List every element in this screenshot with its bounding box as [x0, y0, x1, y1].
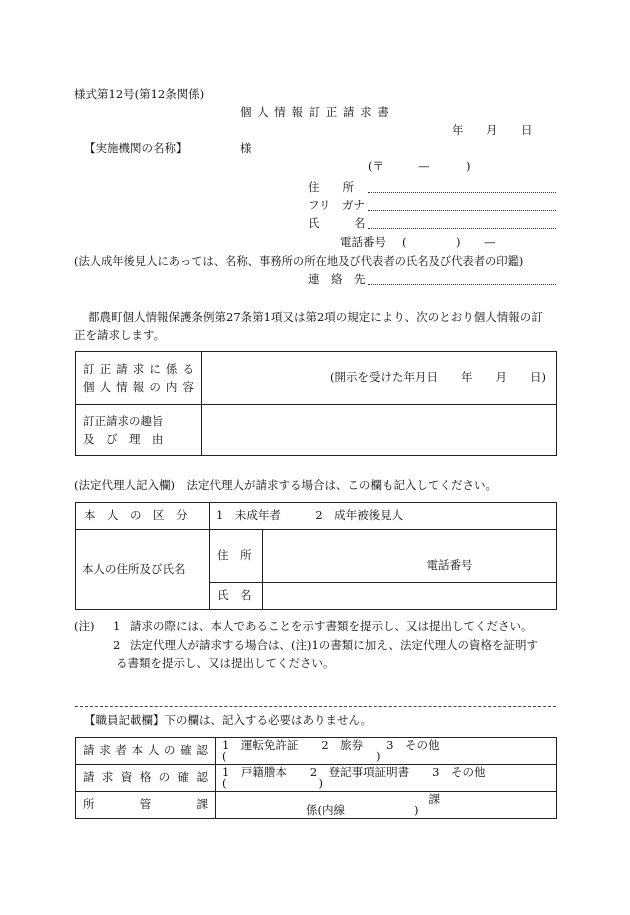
category-options[interactable]: 1 未成年者 2 成年被後見人 [210, 503, 557, 530]
name-field[interactable] [368, 228, 556, 229]
staff-table [75, 737, 557, 819]
cut-line [75, 706, 556, 707]
note-2-number: 2 [113, 638, 121, 652]
correction-request-table [75, 351, 557, 456]
person-name-label: 氏 名 [210, 583, 263, 610]
content-field[interactable] [202, 352, 557, 405]
eligibility-check-options[interactable]: 1 戸籍謄本 2 登記事項証明書 3 その他( ) [216, 765, 557, 792]
note-2-line-1: 法定代理人が請求する場合は、(注)1の書類に加え、法定代理人の資格を証明す [130, 638, 538, 652]
address-field[interactable] [368, 192, 556, 193]
department-ka: 課 [428, 791, 440, 806]
person-phone-label: 電話番号 [426, 558, 473, 572]
content-label-a: 訂 正 請 求 に 係 る [83, 362, 194, 376]
disclosure-date-note: (開示を受けた年月日 年 月 日) [330, 370, 546, 385]
phone-label: 電話番号 [340, 235, 386, 249]
department-kakari: 係(内線 ) [306, 803, 419, 817]
page-title: 個 人 情 報 訂 正 請 求 書 [240, 105, 390, 119]
furigana-label: フリ ガナ [308, 198, 366, 212]
agency-suffix: 様 [240, 141, 252, 155]
person-address-label: 住 所 [210, 530, 263, 583]
guardian-note: (法人成年後見人にあっては、名称、事務所の所在地及び代表者の氏名及び代表者の印鑑) [74, 255, 524, 268]
person-address-field[interactable] [263, 530, 557, 583]
note-2-line-2: る書類を提示し、又は提出してください。 [116, 656, 335, 670]
postal-open[interactable]: (〒 [368, 159, 384, 173]
eligibility-check-label: 請 求 資 格 の 確 認 [76, 765, 216, 792]
contact-field[interactable] [368, 284, 556, 285]
date-month[interactable]: 月 [486, 123, 498, 137]
date-year[interactable]: 年 [452, 123, 464, 137]
category-label: 本 人 の 区 分 [76, 503, 210, 530]
identity-check-options[interactable]: 1 運転免許証 2 旅券 3 その他( ) [216, 738, 557, 765]
date-day[interactable]: 日 [521, 123, 533, 137]
person-label: 本人の住所及び氏名 [76, 530, 210, 610]
phone-dash: — [484, 235, 496, 249]
postal-dash: — [418, 159, 430, 173]
person-name-field[interactable] [263, 583, 557, 610]
reason-label-cell [76, 405, 202, 456]
intro-line-2: 正を請求します。 [74, 328, 166, 342]
reason-field[interactable] [202, 405, 557, 456]
furigana-field[interactable] [368, 210, 556, 211]
content-label-b: 個 人 情 報 の 内 容 [83, 380, 194, 394]
notes-prefix: (注) [74, 619, 95, 633]
agency-label: 【実施機関の名称】 [84, 141, 188, 155]
phone-close: ) [456, 235, 461, 249]
agent-heading: (法定代理人記入欄) 法定代理人が請求する場合は、この欄も記入してください。 [74, 478, 497, 492]
name-label: 氏 名 [308, 216, 366, 230]
department-field[interactable] [216, 792, 557, 819]
department-label: 所 管 課 [76, 792, 216, 819]
note-1: 請求の際には、本人であることを示す書類を提示し、又は提出してください。 [130, 619, 533, 633]
note-1-number: 1 [113, 619, 121, 633]
reason-label-a: 訂正請求の趣旨 [83, 414, 164, 428]
agent-table [75, 502, 557, 610]
identity-check-label: 請 求 者 本 人 の 確 認 [76, 738, 216, 765]
reason-label-b: 及 び 理 由 [83, 432, 164, 446]
address-label: 住 所 [308, 180, 354, 194]
content-label-cell [76, 352, 202, 405]
form-number: 様式第12号(第12条関係) [74, 87, 205, 101]
contact-label: 連 絡 先 [308, 272, 366, 286]
postal-close: ) [466, 159, 471, 173]
intro-line-1: 都農町個人情報保護条例第27条第1項又は第2項の規定により、次のとおり個人情報の訂 [88, 310, 543, 324]
staff-heading: 【職員記載欄】下の欄は、記入する必要はありません。 [84, 713, 373, 727]
phone-open[interactable]: ( [402, 235, 407, 249]
